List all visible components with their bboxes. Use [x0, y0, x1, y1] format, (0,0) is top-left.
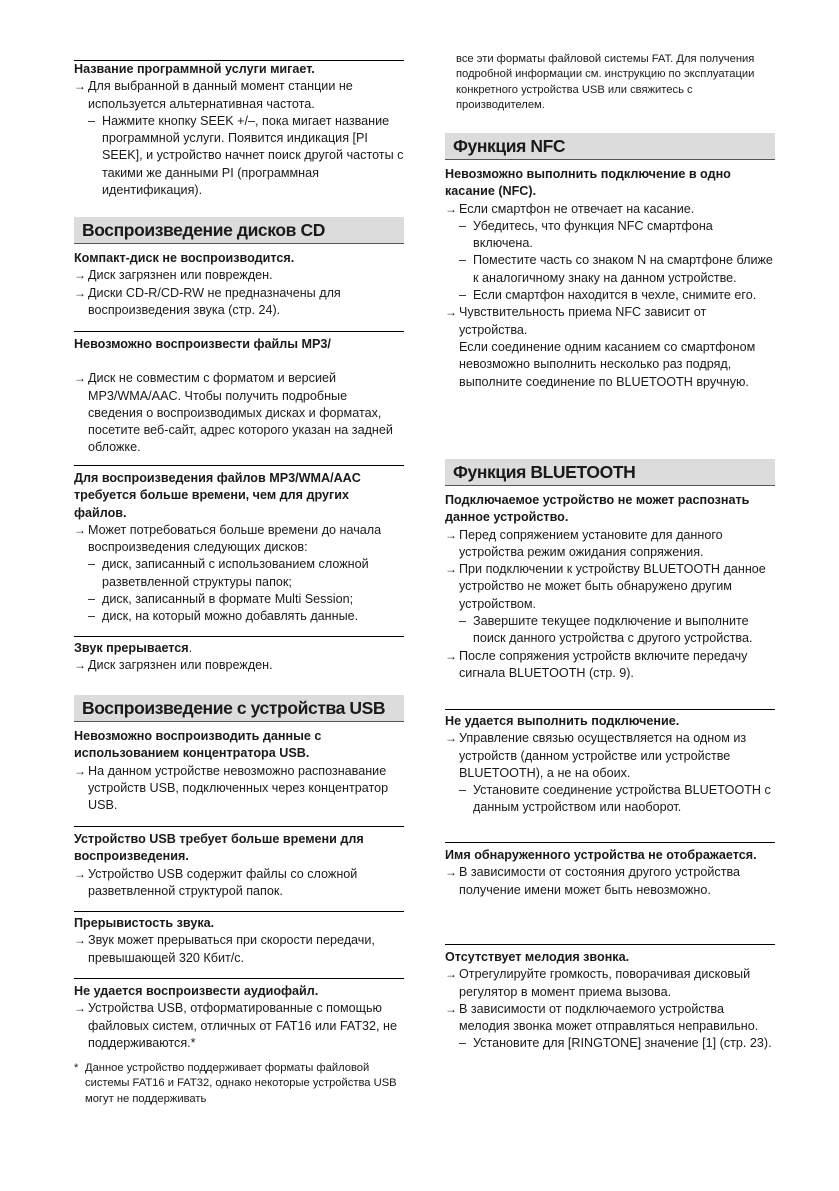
sub-answer: – диск, записанный в формате Multi Session;	[74, 591, 404, 608]
answer: → Управление связью осуществляется на одном из устройств (данном устройстве или устройстве BLUETOOTH), а не на обоих.	[445, 730, 775, 782]
question: Имя обнаруженного устройства не отображается.	[445, 848, 757, 862]
sub-answer: – Установите соединение устройства BLUETOOTH с данным устройством или наоборот.	[445, 782, 775, 817]
footnote	[74, 1061, 404, 1107]
sub-answer: – Поместите часть со знаком N на смартфоне ближе к аналогичному знаку на данном устройстве.	[445, 252, 775, 287]
section-title: Функция BLUETOOTH	[453, 462, 636, 482]
divider	[74, 826, 404, 827]
sub-answer: – Установите для [RINGTONE] значение [1] (стр. 23).	[445, 1035, 775, 1052]
divider	[74, 636, 404, 637]
question: Название программной услуги мигает.	[74, 62, 315, 76]
divider	[445, 842, 775, 843]
answer: → Диск загрязнен или поврежден.	[74, 267, 404, 284]
section-header-nfc	[445, 133, 775, 160]
question: Устройство USB требует больше времени для воспроизведения.	[74, 832, 364, 864]
answer: → Диски CD-R/CD-RW не предназначены для воспроизведения звука (стр. 24).	[74, 285, 404, 320]
question: Невозможно воспроизводить данные с использованием концентратора USB.	[74, 729, 322, 761]
sub-answer: – Завершите текущее подключение и выполните поиск данного устройства с другого устройства.	[445, 613, 775, 648]
footnote-text: все эти форматы файловой системы FAT. Для получения подробной информации см. инструкцию по эксплуатации конкретного устройства USB или свяжитесь с производителем.	[456, 53, 755, 112]
question: Прерывистость звука.	[74, 916, 215, 930]
answer: → Устройство USB содержит файлы со сложной разветвленной структурой папок.	[74, 866, 404, 901]
section-title: Воспроизведение с устройства USB	[82, 698, 386, 718]
divider	[74, 465, 404, 466]
question: Не удается воспроизвести аудиофайл.	[74, 984, 319, 998]
faq-mp3-not-playing	[74, 336, 404, 457]
question-period: .	[188, 641, 193, 655]
answer: → Может потребоваться больше времени до начала воспроизведения следующих дисков:	[74, 522, 404, 557]
faq-usb-intermittent	[74, 915, 404, 967]
question	[74, 640, 404, 657]
faq-usb-audio-file	[74, 983, 404, 1052]
question: Невозможно воспроизвести файлы MP3/	[74, 337, 331, 351]
sub-answer: – диск, на который можно добавлять данные.	[74, 608, 404, 625]
section-title: Воспроизведение дисков CD	[82, 220, 325, 240]
divider	[445, 709, 775, 710]
footnote-text: * Данное устройство поддерживает форматы файловой системы FAT16 и FAT32, однако некоторые устройства USB могут не поддерживать	[74, 1061, 404, 1107]
faq-sound-skips	[74, 640, 404, 675]
faq-bt-not-recognized	[445, 492, 775, 682]
faq-nfc-one-touch	[445, 166, 775, 391]
question: Подключаемое устройство не может распознать данное устройство.	[445, 493, 750, 525]
answer: → Для выбранной в данный момент станции не используется альтернативная частота.	[74, 78, 404, 113]
question: Компакт-диск не воспроизводится.	[74, 251, 295, 265]
faq-cd-not-playing	[74, 250, 404, 319]
answer: → Диск не совместим с форматом и версией MP3/WMA/AAC. Чтобы получить подробные сведения о воспроизводимых дисках и форматах, посетите веб-сайт, адрес которого указан на задней обложке.	[74, 370, 404, 456]
divider	[74, 911, 404, 912]
answer: → На данном устройстве невозможно распознавание устройств USB, подключенных через концентратор USB.	[74, 763, 404, 815]
answer: → Чувствительность приема NFC зависит от устройства.	[445, 304, 775, 339]
question: Невозможно выполнить подключение в одно касание (NFC).	[445, 167, 731, 199]
answer: → Перед сопряжением установите для данного устройства режим ожидания сопряжения.	[445, 527, 775, 562]
divider	[74, 331, 404, 332]
question: Отсутствует мелодия звонка.	[445, 950, 630, 964]
divider	[445, 944, 775, 945]
faq-bt-cannot-connect	[445, 713, 775, 817]
sub-answer: – диск, записанный с использованием сложной разветвленной структуры папок;	[74, 556, 404, 591]
section-header-usb	[74, 695, 404, 722]
answer: → При подключении к устройству BLUETOOTH данное устройство не может быть обнаружено другим устройством.	[445, 561, 775, 613]
faq-usb-hub	[74, 728, 404, 814]
section-header-cd	[74, 217, 404, 244]
faq-rds-service-name	[74, 61, 404, 199]
answer: → В зависимости от подключаемого устройства мелодия звонка может отправляться неправильно.	[445, 1001, 775, 1036]
faq-usb-slow	[74, 831, 404, 900]
answer-continued: Если соединение одним касанием со смартфоном невозможно выполнить несколько раз подряд, выполните соединение по BLUETOOTH вручную.	[459, 339, 756, 389]
question: Для воспроизведения файлов MP3/WMA/AAC требуется больше времени, чем для других файлов.	[74, 471, 361, 520]
sub-answer: – Убедитесь, что функция NFC смартфона включена.	[445, 218, 775, 253]
divider	[74, 978, 404, 979]
answer: → В зависимости от состояния другого устройства получение имени может быть невозможно.	[445, 864, 775, 899]
faq-mp3-slow-start	[74, 470, 404, 626]
sub-answer: – Нажмите кнопку SEEK +/–, пока мигает название программной услуги. Появится индикация [PI SEEK], и устройство начнет поиск другой частоты с такими же данными PI (программная идентификация).	[74, 113, 404, 199]
answer: → Диск загрязнен или поврежден.	[74, 657, 404, 674]
sub-answer: – Если смартфон находится в чехле, снимите его.	[445, 287, 775, 304]
answer: → После сопряжения устройств включите передачу сигнала BLUETOOTH (стр. 9).	[445, 648, 775, 683]
answer: → Отрегулируйте громкость, поворачивая дисковый регулятор в момент приема вызова.	[445, 966, 775, 1001]
faq-bt-name-not-shown	[445, 847, 775, 899]
section-header-bluetooth	[445, 459, 775, 486]
question: Не удается выполнить подключение.	[445, 714, 680, 728]
faq-bt-no-ringtone	[445, 949, 775, 1053]
answer: → Если смартфон не отвечает на касание.	[445, 201, 775, 218]
answer: → Устройства USB, отформатированные с помощью файловых систем, отличных от FAT16 или FAT32, не поддерживаются.*	[74, 1000, 404, 1052]
answer: → Звук может прерываться при скорости передачи, превышающей 320 Кбит/с.	[74, 932, 404, 967]
footnote-continued	[445, 52, 775, 114]
question-text: Звук прерывается	[74, 641, 189, 655]
section-title: Функция NFC	[453, 136, 566, 156]
